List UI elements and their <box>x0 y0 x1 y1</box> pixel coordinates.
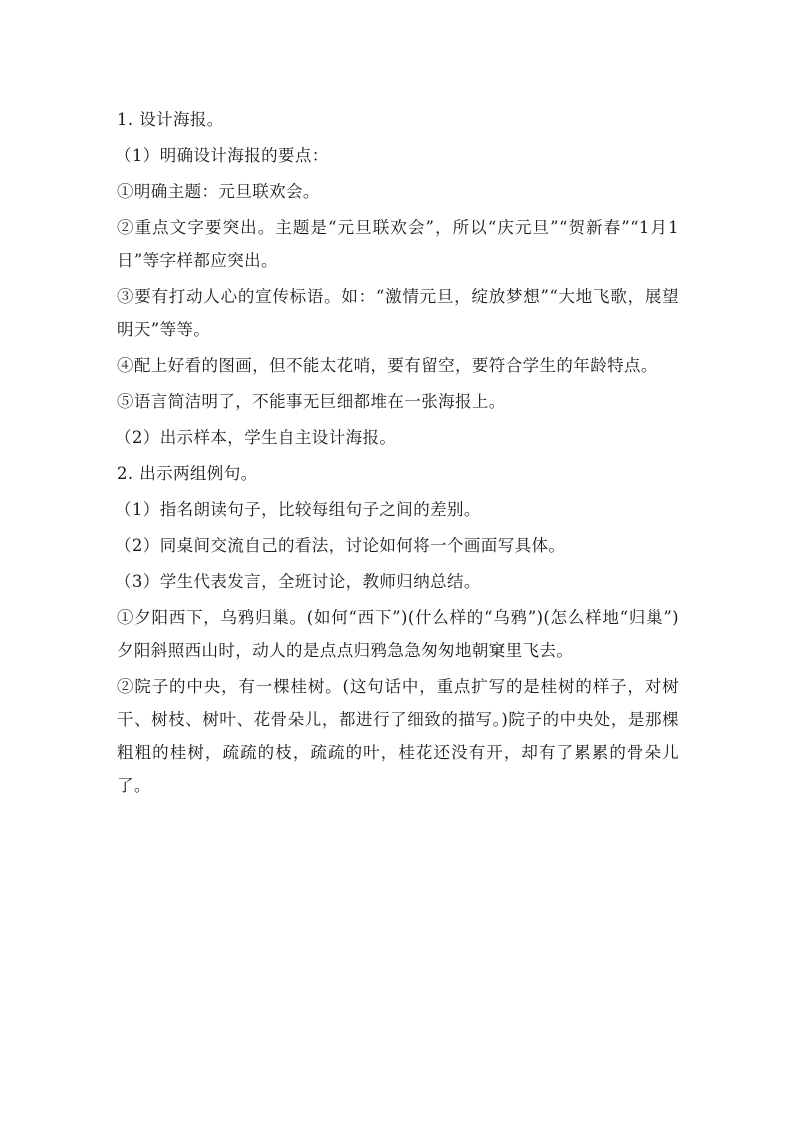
point-pictures: ④配上好看的图画，但不能太花哨，要有留空，要符合学生的年龄特点。 <box>117 356 658 375</box>
heading-example-sentences: 2. 出示两组例句。 <box>117 464 258 483</box>
step-student-presentation: （3）学生代表发言，全班讨论，教师归纳总结。 <box>115 572 481 591</box>
point-slogan: ③要有打动人心的宣传标语。如：“激情元旦，绽放梦想”“大地飞歌，展望明天”等等。 <box>117 287 679 339</box>
heading-design-poster: 1. 设计海报。 <box>117 110 224 129</box>
subheading-show-sample: （2）出示样本，学生自主设计海报。 <box>115 428 397 447</box>
point-highlight-text: ②重点文字要突出。主题是“元旦联欢会”，所以“庆元旦”“贺新春”“1月1日”等字样都应突出。 <box>117 218 679 270</box>
subheading-poster-key-points: （1）明确设计海报的要点： <box>115 146 329 165</box>
step-discuss-with-partner: （2）同桌间交流自己的看法，讨论如何将一个画面写具体。 <box>115 536 566 555</box>
example-sunset-crows: ①夕阳西下，乌鸦归巢。(如何“西下”)(什么样的“乌鸦”)(怎么样地“归巢”)夕阳斜照西山时，动人的是点点归鸦急急匆匆地朝窠里飞去。 <box>117 608 679 660</box>
point-concise-language: ⑤语言简洁明了，不能事无巨细都堆在一张海报上。 <box>117 392 506 411</box>
point-clear-theme: ①明确主题：元旦联欢会。 <box>117 182 320 201</box>
example-osmanthus-tree: ②院子的中央，有一棵桂树。(这句话中，重点扩写的是桂树的样子，对树干、树枝、树叶、花骨朵儿，都进行了细致的描写。)院子的中央处，是那棵粗粗的桂树，疏疏的枝，疏疏的叶，桂花还没有开，却有了累累的骨朵儿了。 <box>117 677 679 795</box>
step-read-sentences: （1）指名朗读句子，比较每组句子之间的差别。 <box>115 500 481 519</box>
document-page <box>117 103 679 805</box>
